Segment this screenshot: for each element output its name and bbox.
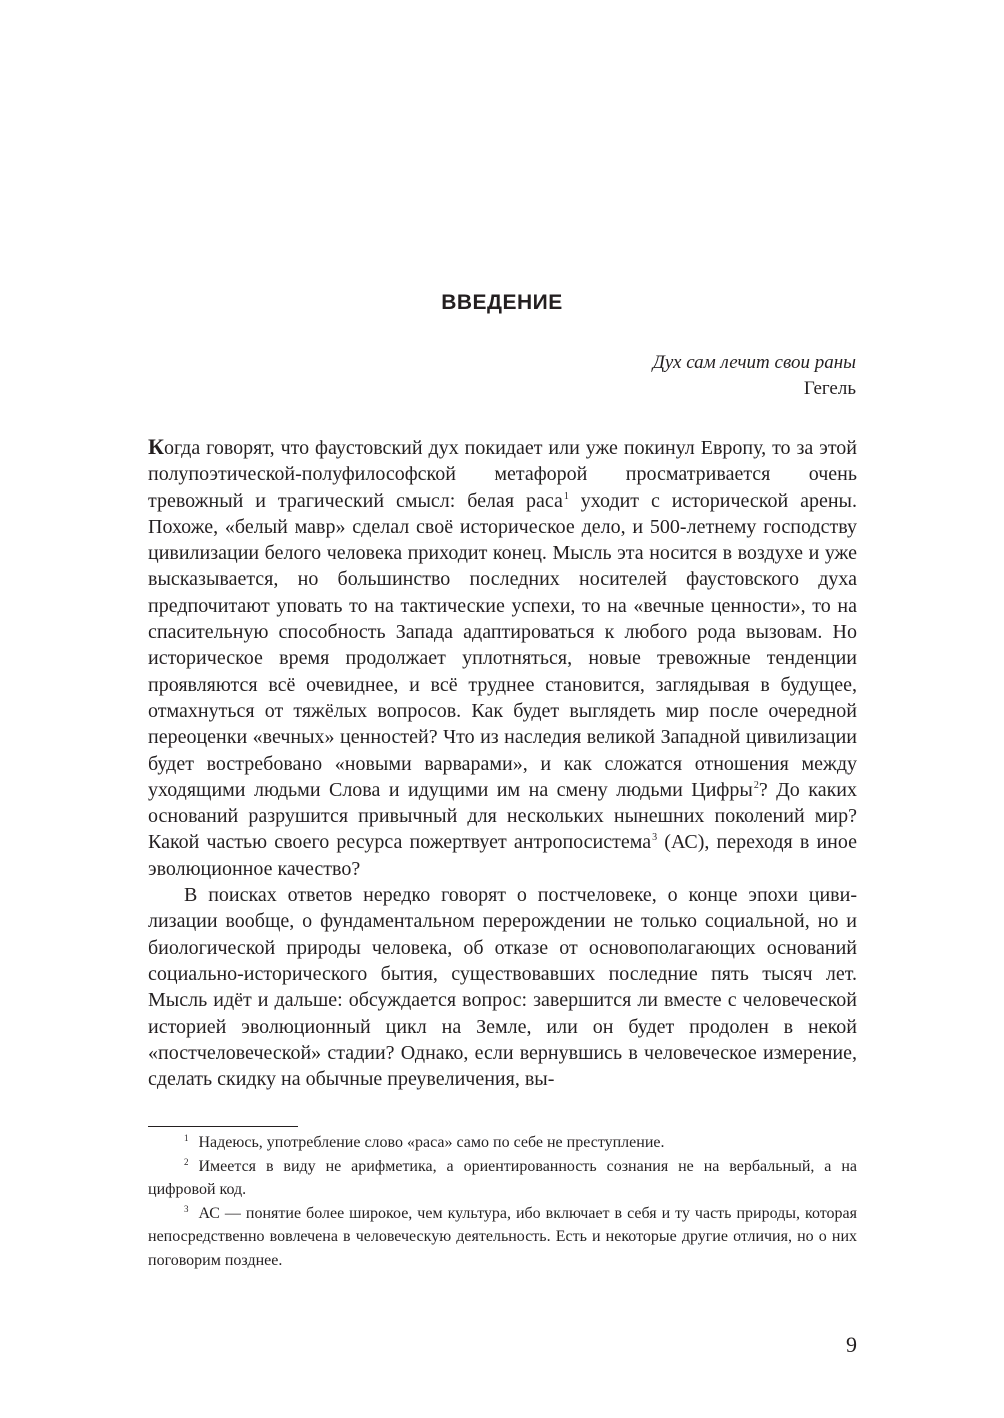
footnote-ref-2: 2 — [753, 779, 759, 791]
paragraph-2: В поисках ответов нередко говорят о постчеловеке, о конце эпохи цивилизации вообще, о фундаментальном перерождении не только социальной, но и биологической природы человека, об отказе от основополагающих оснований социально-исторического бытия, существовавших последние пять тысяч лет. Мысль идёт и дальше: обсуждается вопрос: завершится ли вместе с человеческой историей эволюционный цикл на Земле, или он будет продолен в некой «постчеловеческой» стадии? Однако, если вернувшись в человеческое измерение, сделать скидку на обычные преувеличения, вы- — [148, 884, 857, 1091]
paragraph-1 — [148, 434, 857, 882]
epigraph-quote: Дух сам лечит свои раны — [652, 352, 856, 373]
footnote-separator — [148, 1126, 298, 1127]
footnote-text: АС — понятие более широкое, чем культура, ибо включает в себя и ту часть природы, которая непосредственно вовлечена в человеческую деятельность. Есть и некоторые другие отличия, но о них поговорим позднее. — [148, 1204, 857, 1269]
main-text — [148, 434, 857, 1092]
footnotes — [148, 1131, 857, 1272]
paragraph-1-segment: огда говорят, что фаустовский дух покидает или уже покинул Европу, то за этой полупоэтической-полуфилософской метафорой просматривается очень тревожный и трагический смысл: белая раса — [148, 437, 857, 512]
footnote-text: Надеюсь, употребление слово «раса» само по себе не преступление. — [198, 1134, 665, 1151]
epigraph-author: Гегель — [803, 378, 856, 399]
footnote-ref-3: 3 — [652, 832, 658, 844]
footnote-3 — [148, 1202, 857, 1273]
footnote-text: Имеется в виду не арифметика, а ориентированность сознания не на вербальный, а на цифровой код. — [148, 1157, 857, 1198]
footnote-number: 1 — [184, 1133, 189, 1143]
footnote-number: 3 — [184, 1203, 189, 1214]
paragraph-1-segment: (АС), переходя в иное эволюционное качество? — [148, 831, 858, 880]
paragraph-1-segment: уходит с исторической арены. Похоже, «белый мавр» сделал своё историческое дело, и 500-летнему господству цивилизации белого человека приходит конец. Мысль эта носится в воздухе и уже высказывается, но большинство последних носителей фаустовского духа предпочитают уповать то на тактические успехи, то на «вечные ценности», то на спасительную способность Запада адаптироваться к любого рода вызовам. Но историческое время продолжает уплотняться, новые тревожные тенденции проявляются всё очевиднее, и всё труднее становится, заглядывая в будущее, отмахнуться от тяжёлых вопросов. Как будет выглядеть мир после очередной переоценки «вечных» ценностей? Что из наследия великой Западной цивилизации будет востребовано «новыми варварами», и как сложатся отношения между уходящими людьми Слова и идущими им на смену людьми Цифры — [148, 489, 857, 801]
footnote-2 — [148, 1155, 857, 1202]
chapter-heading: ВВЕДЕНИЕ — [441, 291, 563, 314]
dropcap-letter: К — [148, 434, 164, 459]
epigraph — [653, 350, 856, 402]
footnote-1 — [148, 1131, 857, 1155]
page-number: 9 — [846, 1332, 857, 1357]
footnote-ref-1: 1 — [563, 490, 569, 502]
footnote-number: 2 — [184, 1156, 189, 1167]
paragraph-1-segment: ? До каких оснований разрушится привычный для нескольких нынешних поколений мир? Какой частью своего ресурса пожертвует антропосистема — [148, 778, 857, 854]
